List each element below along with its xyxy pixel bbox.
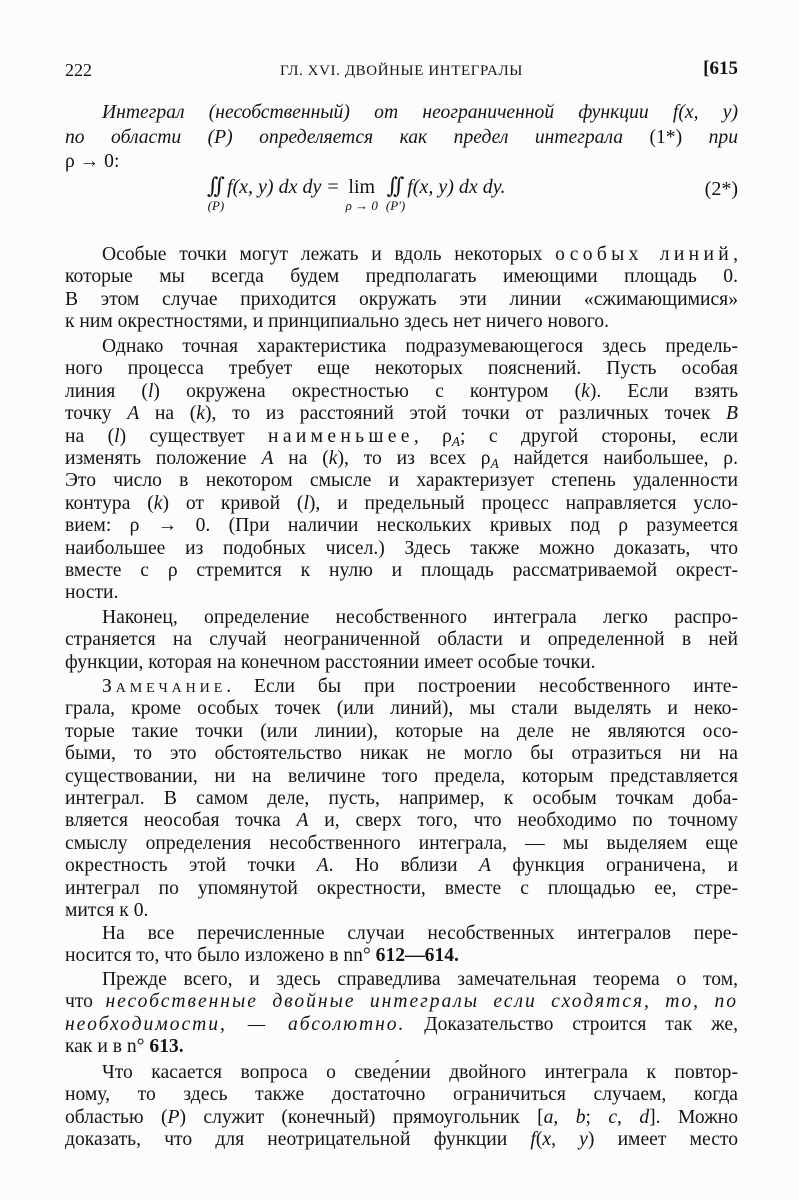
text-line: [65, 652, 738, 674]
text-run: ), то из расстояний этой точки от различных точек: [204, 403, 727, 425]
math-variable: k: [328, 448, 338, 470]
math-variable: l: [303, 492, 309, 514]
text-run: Однако точная характеристика подразумевающегося здесь предель-: [102, 336, 738, 357]
upright-text: ρ → 0:: [65, 151, 120, 172]
text-line: [65, 560, 738, 582]
text-run: вием: ρ → 0. (При наличии нескольких кривых под ρ разумеется: [65, 515, 738, 537]
math-variable: A: [479, 855, 491, 877]
lim-label: lim: [348, 176, 376, 198]
text-run: Наконец, определение несобственного интеграла легко распро-: [102, 607, 738, 628]
math-variable: b: [575, 1106, 586, 1128]
text-line: [65, 766, 738, 788]
text-run: функции, которая на конечном расстоянии имеет особые точки.: [65, 651, 596, 673]
text-run: На все перечисленные случаи несобственных интегралов пере-: [102, 923, 738, 944]
integrand: f(x, y) dx dy: [226, 176, 322, 198]
text-run: к ним окрестностями, и принципиально здесь нет ничего нового.: [65, 311, 609, 333]
page-number: 222: [65, 60, 92, 80]
text-run: и, сверх того, что необходимо по точному: [308, 810, 738, 832]
text-line: [65, 1036, 738, 1058]
text-line: [65, 336, 738, 358]
text-line: [65, 788, 738, 810]
text-run: ,: [553, 1106, 576, 1128]
text-line: [65, 743, 738, 765]
text-line: [65, 101, 738, 126]
text-run: ;: [585, 1106, 609, 1128]
text-line: [65, 945, 738, 967]
text-run: окрестность этой точки: [65, 855, 317, 877]
integration-domain: (P'): [385, 198, 406, 213]
text-run: существовании, ни на величине того предела, которым представляется: [65, 765, 738, 787]
math-subscript: A: [490, 456, 499, 472]
paragraph: [65, 923, 738, 968]
text-run: Доказательство строится так же,: [405, 1013, 738, 1035]
text-run: ) существует: [119, 425, 269, 447]
text-run: изменять положение: [65, 448, 262, 470]
text-run: на (: [273, 448, 329, 470]
math-variable: A: [261, 448, 274, 470]
equation-number: (2*): [704, 178, 738, 200]
text-run: ; с другой стороны, если: [460, 425, 738, 447]
math-variable: f: [530, 1129, 536, 1151]
text-run: мится к 0.: [65, 900, 149, 922]
paragraph-remark: [65, 676, 738, 922]
text-run: Что касается вопроса о сведе́нии двойного интеграла к повтор-: [102, 1062, 738, 1083]
text-line: [65, 833, 738, 855]
math-variable: k: [153, 492, 163, 514]
paragraph-definition: [65, 101, 738, 175]
math-subscript: A: [451, 433, 461, 449]
math-variable: P: [167, 1106, 180, 1128]
text-line: [65, 1062, 738, 1084]
math-variable: l: [147, 380, 154, 402]
math-variable: y: [579, 1129, 588, 1151]
text-run: . Если бы при построении несобственного инте-: [226, 676, 738, 697]
text-run: ), то из всех ρ: [337, 448, 491, 470]
text-run: точку: [65, 403, 128, 425]
text-line: [65, 515, 738, 537]
text-run: ) имеет место: [587, 1129, 738, 1151]
italic-emphasis: несобственные двойные интегралы если сходятся, то, по: [105, 991, 738, 1013]
text-line: [65, 1014, 738, 1036]
text-run: носится то, что было изложено в nn°: [65, 945, 376, 967]
text-run: грала, кроме особых точек (или линий), мы стали выделять и неко-: [65, 698, 738, 720]
math-variable: B: [726, 403, 738, 425]
bold-reference: 613.: [149, 1036, 184, 1058]
text-line: [65, 969, 738, 991]
text-run: ), и предельный процесс направляется усло-: [308, 492, 738, 514]
text-line: [65, 126, 738, 151]
text-run: ности.: [65, 582, 119, 604]
text-run: найдется наибольшее, ρ.: [498, 448, 738, 470]
paragraph: [65, 969, 738, 1059]
text-line: [65, 1107, 738, 1129]
text-line: [65, 470, 738, 492]
math-variable: k: [196, 403, 205, 425]
section-reference: [615: [703, 58, 738, 79]
text-line: [65, 448, 738, 470]
text-run: контура (: [65, 492, 154, 514]
limit-condition: ρ → 0: [345, 198, 378, 213]
text-run: торые такие точки (или линии), которые на деле не являются осо-: [65, 720, 738, 742]
text-line: [65, 607, 738, 629]
text-run: Особые точки могут лежать и вдоль некоторых: [102, 244, 556, 265]
text-run: на (: [65, 425, 115, 447]
text-line: [65, 358, 738, 380]
math-variable: A: [127, 403, 140, 425]
text-line: [65, 403, 738, 425]
remark-label: Замечание: [102, 676, 227, 697]
text-run: функция ограничена, и: [490, 855, 738, 877]
text-run: ]. Можно: [649, 1106, 739, 1128]
text-run: ) служит (конечный) прямоугольник [: [179, 1106, 544, 1128]
paragraph: [65, 336, 738, 605]
double-integral-sign: ∫∫: [386, 174, 400, 199]
text-run: областью (: [65, 1106, 168, 1128]
math-variable: c: [608, 1106, 618, 1128]
text-run: интеграл по упомянутой окрестности, вместе с площадью ее, стре-: [65, 877, 738, 899]
text-run: ). Если взять: [589, 380, 739, 402]
text-run: В этом случае приходится окружать эти линии «сжимающимися»: [65, 288, 738, 310]
text-run: быми, то это обстоятельство никак не могло бы отразиться ни на: [65, 743, 738, 765]
limit-operator: [346, 174, 378, 213]
running-title: ГЛ. XVI. ДВОЙНЫЕ ИНТЕГРАЛЫ: [280, 63, 523, 79]
rhs-double-integral: [386, 174, 405, 213]
spaced-emphasis: наименьшее: [268, 425, 414, 447]
bold-reference: 612—614.: [375, 945, 459, 967]
text-line: [65, 1084, 738, 1106]
display-formula: [207, 174, 506, 213]
text-line: [65, 629, 738, 651]
integrand: f(x, y) dx dy.: [407, 176, 506, 198]
text-line: [65, 855, 738, 877]
text-run: , ρ: [413, 425, 452, 447]
text-run: вляется неособая точка: [65, 810, 297, 832]
integration-domain: (P): [207, 198, 225, 213]
text-run: Это число в некотором смысле и характеризует степень удаленности: [65, 470, 738, 492]
text-run: наибольшее из подобных чисел.) Здесь также можно доказать, что: [65, 537, 738, 559]
text-run: как и в n°: [65, 1036, 150, 1058]
math-variable: l: [114, 425, 120, 447]
math-variable: x: [542, 1129, 552, 1151]
spaced-emphasis: особых линий: [555, 244, 734, 265]
text-line: [65, 721, 738, 743]
math-variable: A: [296, 810, 309, 832]
text-run: ,: [733, 244, 738, 265]
text-run: вместе с ρ стремится к нулю и площадь рассматриваемой окрест-: [65, 560, 738, 582]
text-line: [65, 244, 738, 266]
equals-sign: =: [327, 176, 339, 198]
text-line: [65, 538, 738, 560]
math-variable: d: [639, 1106, 650, 1128]
text-line: [65, 991, 738, 1013]
text-run: Прежде всего, и здесь справедлива замечательная теорема о том,: [102, 969, 738, 990]
text-line: [65, 426, 738, 448]
text-run: ного процесса требует еще некоторых пояснений. Пусть особая: [65, 358, 738, 380]
paragraph: [65, 607, 738, 674]
text-run: страняется на случай неограниченной области и определенной в ней: [65, 629, 738, 651]
text-run: ) окружена окрестностью с контуром (: [153, 380, 582, 402]
text-run: (: [535, 1129, 543, 1151]
text-run: ) от кривой (: [162, 492, 304, 514]
math-variable: A: [316, 855, 329, 877]
math-variable: k: [581, 380, 590, 402]
double-integral-sign: ∫∫: [207, 174, 220, 199]
text-run: смыслу определения несобственного интеграла, — мы выделяем еще: [65, 832, 738, 854]
paragraph: [65, 244, 738, 334]
math-variable: a: [543, 1106, 554, 1128]
text-line: [65, 582, 738, 604]
text-run: доказать, что для неотрицательной функции: [65, 1129, 531, 1151]
text-line: [65, 1129, 738, 1151]
text-line: [65, 150, 738, 175]
text-run: что: [65, 991, 106, 1013]
text-run: которые мы всегда будем предполагать имеющими площадь 0.: [65, 266, 738, 288]
text-run: на (: [139, 403, 197, 425]
text-run: Интеграл (несобственный) от неограниченной функции f(x, y): [102, 102, 738, 123]
text-run: линия (: [65, 380, 148, 402]
text-line: [65, 676, 738, 698]
text-line: [65, 266, 738, 288]
text-line: [65, 698, 738, 720]
lhs-double-integral: [207, 174, 225, 213]
paragraph: [65, 1062, 738, 1152]
text-run: ному, то здесь также достаточно ограничиться случаем, когда: [65, 1084, 738, 1106]
text-line: [65, 381, 738, 403]
text-line: [65, 923, 738, 945]
text-run: . Но вблизи: [328, 855, 479, 877]
text-line: [65, 810, 738, 832]
upright-text: (1*): [649, 126, 683, 148]
text-run: интеграл. В самом деле, пусть, например, к особым точкам доба-: [65, 788, 738, 810]
text-line: [65, 878, 738, 900]
text-run: ,: [617, 1106, 640, 1128]
text-run: при: [682, 126, 738, 148]
italic-emphasis: необходимости, — абсолютно.: [65, 1013, 406, 1035]
text-line: [65, 289, 738, 311]
text-run: по области (P) определяется как предел интеграла: [65, 126, 650, 148]
text-line: [65, 311, 738, 333]
text-line: [65, 900, 738, 922]
text-line: [65, 493, 738, 515]
text-run: ,: [551, 1129, 580, 1151]
